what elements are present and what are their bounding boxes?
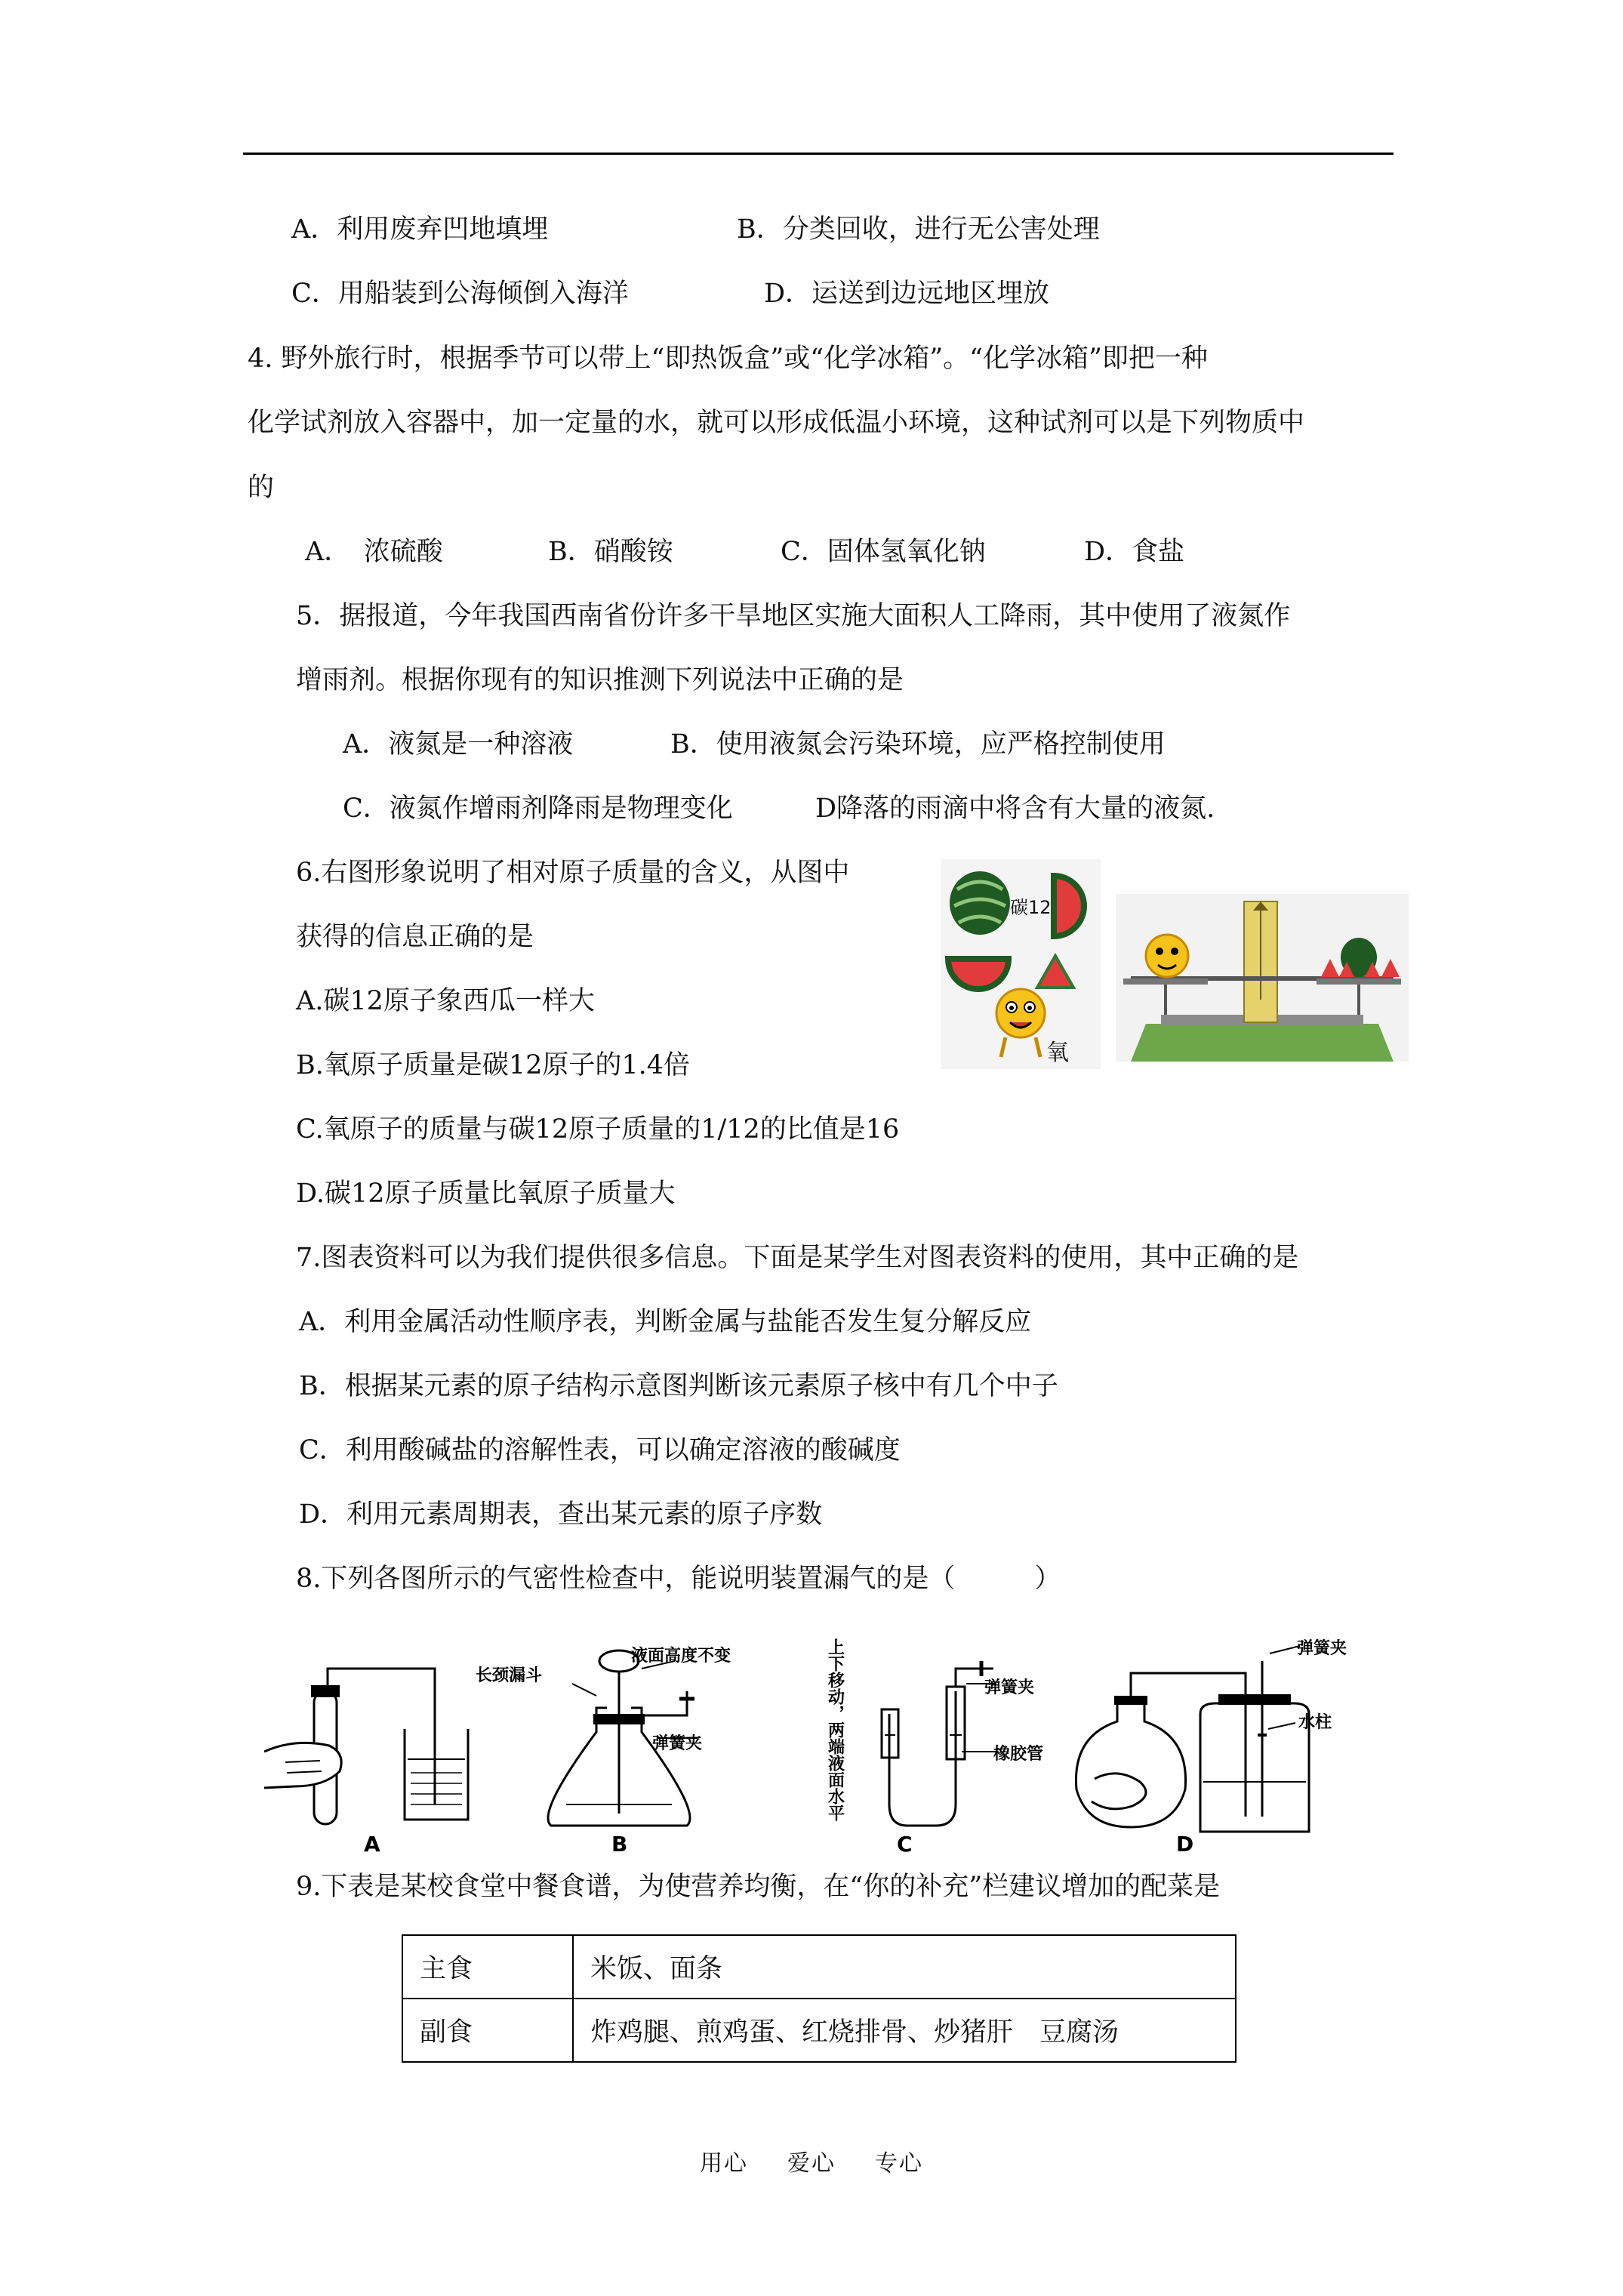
q7-option-b[interactable]: B．根据某元素的原子结构示意图判断该元素原子核中有几个中子 [299,1371,1058,1401]
header-rule [243,153,1394,155]
q4-stem-line-2: 化学试剂放入容器中，加一定量的水，就可以形成低温小环境，这种试剂可以是下列物质中 [248,408,1305,438]
q5-stem-line-1: 5．据报道，今年我国西南省份许多干旱地区实施大面积人工降雨，其中使用了液氮作 [296,601,1291,631]
q6-option-d[interactable]: D.碳12原子质量比氧原子质量大 [296,1179,676,1209]
q8-apparatus-a [264,1669,468,1857]
q7-option-d[interactable]: D．利用元素周期表，查出某元素的原子序数 [299,1499,823,1530]
q8-label-c: C [897,1832,913,1857]
menu-category-side: 副食 [402,1999,573,2062]
q7-stem: 7.图表资料可以为我们提供很多信息。下面是某学生对图表资料的使用，其中正确的是 [296,1243,1299,1273]
q6-option-b[interactable]: B.氧原子质量是碳12原子的1.4倍 [296,1050,691,1080]
q8-label-funnel: 长颈漏斗 [476,1666,543,1685]
page-footer [0,2144,1623,2177]
q8-label-b: B [611,1832,628,1857]
q3-option-d[interactable]: D．运送到边远地区埋放 [764,279,1050,309]
q6-oxygen-label: 氧 [1046,1040,1069,1066]
q8-apparatus-c [826,1638,1044,1857]
q5-stem-line-2: 增雨剂。根据你现有的知识推测下列说法中正确的是 [296,665,904,695]
q4-option-a[interactable]: A． 浓硫酸 [305,537,443,567]
q6-figure-balance [1116,894,1409,1062]
q8-label-d: D [1176,1832,1194,1857]
footer-word-3: 专心 [875,2150,923,2177]
q8-apparatus-d [1076,1638,1347,1857]
q3-option-b[interactable]: B．分类回收，进行无公害处理 [737,214,1100,245]
q6-carbon-label: 碳12 [1010,897,1052,918]
q7-option-c[interactable]: C．利用酸碱盐的溶解性表，可以确定溶液的酸碱度 [299,1435,901,1465]
q5-option-a[interactable]: A．液氮是一种溶液 [343,729,574,760]
menu-items-side: 炸鸡腿、煎鸡蛋、红烧排骨、炒猪肝 豆腐汤 [573,1999,1236,2062]
footer-word-2: 爱心 [787,2150,836,2177]
q8-apparatus-b [476,1646,731,1857]
q4-option-b[interactable]: B．硝酸铵 [548,537,673,567]
q8-label-move-note [826,1638,845,1821]
q8-label-rubber-tube: 橡胶管 [993,1745,1044,1764]
q7-option-a[interactable]: A．利用金属活动性顺序表，判断金属与盐能否发生复分解反应 [299,1307,1032,1337]
q6-figure-carbon-panel [941,859,1101,1069]
q8-label-c-clamp: 弹簧夹 [984,1678,1035,1697]
q6-option-c[interactable]: C.氧原子的质量与碳12原子质量的1/12的比值是16 [296,1114,900,1145]
q8-stem: 8.下列各图所示的气密性检查中，能说明装置漏气的是（ ） [296,1564,1061,1594]
q8-label-b-clamp: 弹簧夹 [652,1734,703,1753]
menu-items-staple: 米饭、面条 [573,1935,1236,1999]
table-row [402,1935,1236,1999]
q8-label-a: A [364,1832,380,1857]
footer-word-1: 用心 [700,2150,748,2177]
q5-option-c[interactable]: C．液氮作增雨剂降雨是物理变化 [343,794,733,824]
q3-option-c[interactable]: C．用船装到公海倾倒入海洋 [291,279,629,309]
q8-label-water-column: 水柱 [1298,1713,1332,1732]
q4-option-c[interactable]: C．固体氢氧化钠 [781,537,986,567]
q6-stem-line-2: 获得的信息正确的是 [296,922,534,952]
q8-label-level-unchanged: 液面高度不变 [631,1647,731,1666]
menu-category-staple: 主食 [402,1935,573,1999]
q6-stem-line-1: 6.右图形象说明了相对原子质量的含义，从图中 [296,858,850,888]
q9-menu-table [402,1934,1236,2063]
table-row [402,1999,1236,2062]
q5-option-b[interactable]: B．使用液氮会污染环境，应严格控制使用 [670,729,1166,760]
q4-stem-line-1: 4. 野外旅行时，根据季节可以带上“即热饭盒”或“化学冰箱”。“化学冰箱”即把一种 [248,344,1208,374]
svg-text:上下移动，两端液面水平: 上下移动，两端液面水平 [825,1638,845,1821]
q9-stem: 9.下表是某校食堂中餐食谱，为使营养均衡，在“你的补充”栏建议增加的配菜是 [296,1872,1221,1902]
q3-option-a[interactable]: A．利用废弃凹地填埋 [291,214,549,245]
q4-stem-line-3: 的 [248,473,275,503]
q8-label-d-clamp: 弹簧夹 [1297,1639,1347,1658]
q5-option-d[interactable]: D降落的雨滴中将含有大量的液氮. [815,794,1215,824]
q4-option-d[interactable]: D．食盐 [1084,537,1185,567]
q8-figure-apparatus [264,1638,1351,1857]
q6-option-a[interactable]: A.碳12原子象西瓜一样大 [296,986,595,1016]
